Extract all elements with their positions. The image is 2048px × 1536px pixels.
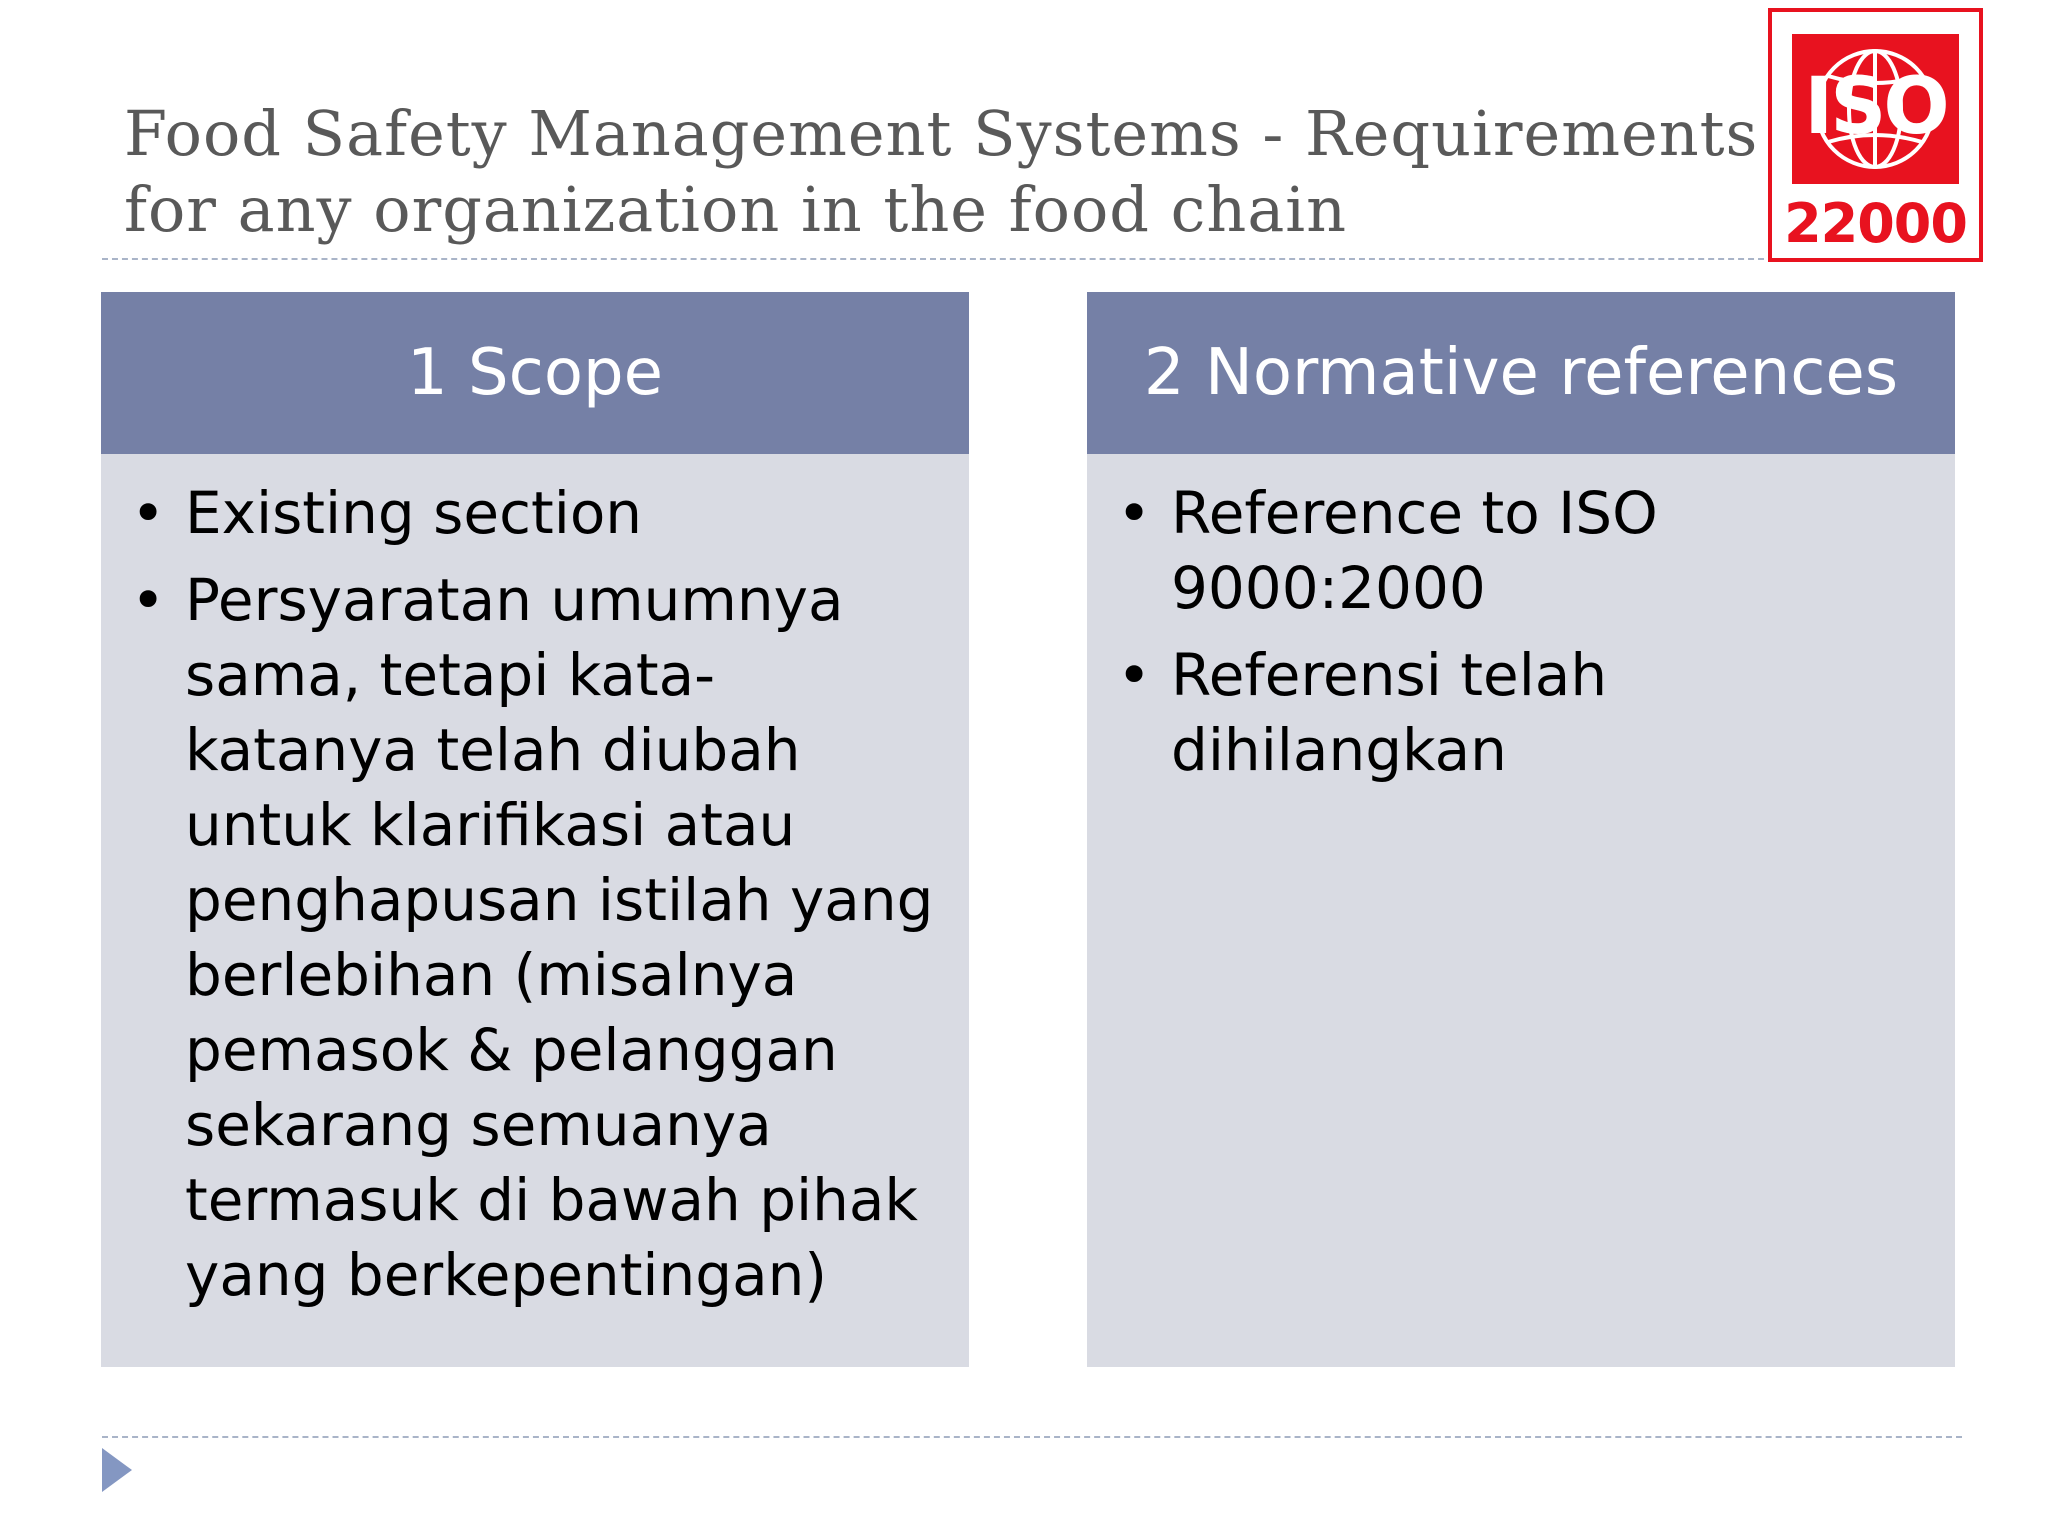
iso-mark-text: ISO bbox=[1804, 62, 1947, 152]
iso-logo-badge bbox=[1792, 34, 1959, 184]
normative-references-panel bbox=[1087, 292, 1955, 1367]
normative-references-heading: 2 Normative references bbox=[1087, 292, 1955, 454]
slide-title-line-2: for any organization in the food chain bbox=[124, 173, 1348, 246]
normative-bullet-2: • Referensi telah dihilangkan bbox=[1171, 638, 1925, 788]
normative-references-bullet-list bbox=[1087, 454, 1955, 788]
scope-bullet-list bbox=[101, 454, 969, 1313]
title-divider bbox=[102, 258, 1774, 260]
slide-title bbox=[124, 96, 1759, 248]
play-triangle-icon[interactable] bbox=[102, 1448, 132, 1492]
scope-bullet-2: • Persyaratan umumnya sama, tetapi kata-katanya telah diubah untuk klarifikasi atau penghapusan istilah yang berlebihan (misalnya pemasok & pelanggan sekarang semuanya termasuk di bawah pihak yang berkepentingan) bbox=[185, 563, 939, 1313]
scope-panel bbox=[101, 292, 969, 1367]
normative-bullet-1: • Reference to ISO 9000:2000 bbox=[1171, 476, 1925, 626]
footer-divider bbox=[102, 1436, 1962, 1438]
iso-22000-logo bbox=[1768, 8, 1983, 262]
iso-standard-number: 22000 bbox=[1784, 192, 1967, 255]
scope-bullet-1: • Existing section bbox=[185, 476, 939, 551]
slide-title-line-1: Food Safety Management Systems - Requirements bbox=[124, 97, 1759, 170]
scope-panel-heading: 1 Scope bbox=[101, 292, 969, 454]
